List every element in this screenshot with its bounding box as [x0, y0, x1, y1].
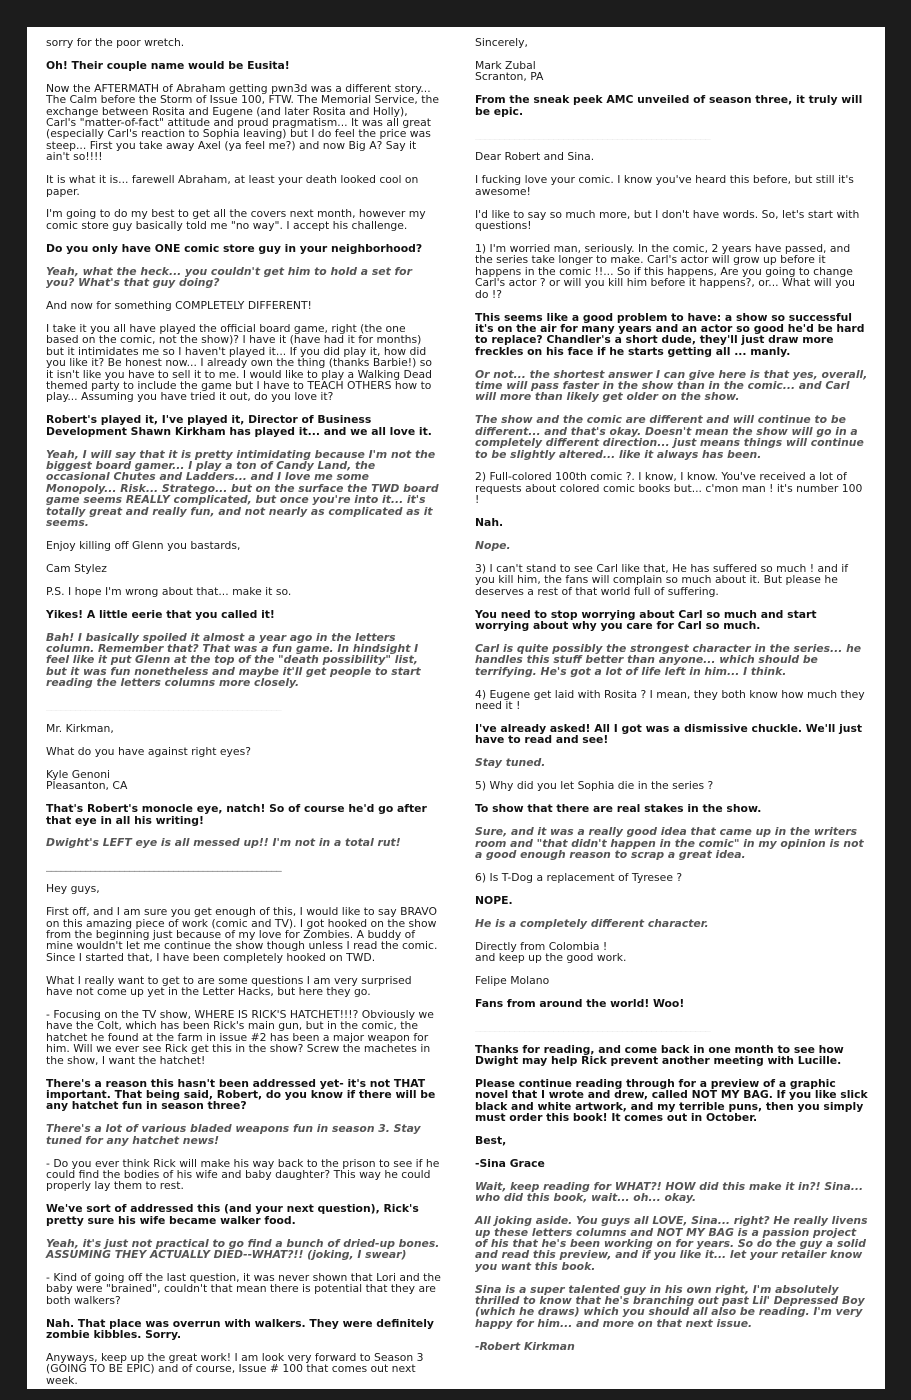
editor-reply-italic: There's a lot of various bladed weapons fun in season 3. Stay tuned for any hatchet news!: [46, 1122, 421, 1147]
letter-paragraph: 3) I can't stand to see Carl like that, He has suffered so much ! and if you kill him, the fans will complain so much about it. But please he deserves a rest of that world full of suffering.: [475, 562, 849, 598]
letter-paragraph: Enjoy killing off Glenn you bastards,: [46, 538, 241, 552]
editor-reply-bold: Yikes! A little eerie that you called it!: [46, 607, 275, 621]
letter-paragraph: Mr. Kirkman,: [46, 721, 114, 735]
section-divider: ________________________________________________: [475, 128, 711, 140]
letter-paragraph: P.S. I hope I'm wrong about that... make it so.: [46, 584, 292, 598]
letter-paragraph: What do you have against right eyes?: [46, 744, 251, 758]
editor-reply-italic: Yeah, what the heck... you couldn't get him to hold a set for you? What's that guy doing?: [46, 264, 412, 290]
letter-paragraph: Anyways, keep up the great work! I am look very forward to Season 3 (GOING TO BE EPIC) and of course, Issue # 100 that comes out next week.: [46, 1350, 424, 1387]
editor-reply-italic: Sina is a super talented guy in his own right, I'm absolutely thrilled to know that he's branching out past Lil' Depressed Boy (which he draws) which you should all also be reading. I'm very happy for him... and more on that next issue.: [475, 1282, 865, 1330]
letter-paragraph: 1) I'm worried man, seriously. In the comic, 2 years have passed, and the series take longer to make. Carl's actor will grow up before it happens in the comic !!... So if this happens, Are you going to change Carl's actor ? or will you kill him before it happens?, or... What will you do !?: [475, 241, 855, 301]
section-divider: ________________________________________________: [46, 700, 282, 712]
editor-reply-bold: Fans from around the world! Woo!: [475, 996, 685, 1010]
editor-reply-bold: -Sina Grace: [475, 1156, 545, 1170]
letter-paragraph: - Do you ever think Rick will make his way back to the prison to see if he could find the bodies of his wife and baby daughter? This way he could properly lay them to rest.: [46, 1156, 440, 1193]
letter-paragraph: Sincerely,: [475, 36, 528, 49]
editor-reply-italic: All joking aside. You guys all LOVE, Sina... right? He really livens up these letters columns and NOT MY BAG is a passion project of his that he's been working on for years. So do the guy a solid and read this preview, and if you like it... let your retailer know you want this book.: [475, 1214, 868, 1273]
left-column: [46, 37, 441, 1389]
letter-paragraph: It is what it is... farewell Abraham, at least your death looked cool on paper.: [46, 173, 419, 198]
letter-paragraph: Kyle Genoni Pleasanton, CA: [46, 767, 128, 793]
letter-paragraph: sorry for the poor wretch.: [46, 36, 185, 49]
editor-reply-bold: Nah. That place was overrun with walkers. They were definitely zombie kibbles. Sorry.: [46, 1316, 434, 1341]
editor-reply-bold: NOPE.: [475, 893, 513, 907]
editor-reply-bold: That's Robert's monocle eye, natch! So of course he'd go after that eye in all his writing!: [46, 802, 427, 827]
editor-reply-bold: This seems like a good problem to have: a show so successful it's on the air for many years and an actor so good he'd be hard to replace? Chandler's a short dude, they'll just draw more freckles on his face if he starts getting all ... manly.: [475, 310, 865, 358]
editor-reply-bold: Please continue reading through for a preview of a graphic novel that I wrote and drew, called NOT MY BAG. If you like slick black and white artwork, and my terrible puns, then you simply must order this book! It comes out in October.: [475, 1076, 868, 1125]
editor-reply-italic: Wait, keep reading for WHAT?! HOW did this make it in?! Sina... who did this book, wait... oh... okay.: [475, 1179, 864, 1205]
editor-reply-italic: Or not... the shortest answer I can give here is that yes, overall, time will pass faster in the show than in the comic... and Carl will more than likely get older on the show.: [475, 367, 868, 404]
letter-paragraph: Mark Zubal Scranton, PA: [475, 58, 544, 84]
letter-paragraph: I'm going to do my best to get all the covers next month, however my comic store guy basically told me "no way". I accept his challenge.: [46, 207, 426, 232]
editor-reply-bold: Do you only have ONE comic store guy in your neighborhood?: [46, 241, 423, 255]
editor-reply-bold: Robert's played it, I've played it, Director of Business Development Shawn Kirkham has played it... and we all love it.: [46, 413, 432, 438]
right-column: [475, 37, 870, 1364]
editor-reply-italic: He is a completely different character.: [475, 916, 709, 930]
editor-reply-bold: Nah.: [475, 516, 504, 530]
editor-reply-italic: Yeah, I will say that it is pretty intimidating because I'm not the biggest board gamer... I play a ton of Candy Land, the occasional Chutes and Ladders... and I love me some Monopoly... Risk... Stratego... but on the surface the TWD board game seems REALLY complicated, but once you're into it... it's totally great and really fun, and not nearly as complicated as it seems.: [46, 447, 439, 529]
letter-paragraph: I fucking love your comic. I know you've heard this before, but still it's awesome!: [475, 173, 854, 198]
section-divider: ________________________________________________: [46, 860, 282, 872]
letter-paragraph: 5) Why did you let Sophia die in the series ?: [475, 779, 714, 793]
letter-paragraph: Directly from Colombia ! and keep up the good work.: [475, 939, 627, 964]
letter-paragraph: Now the AFTERMATH of Abraham getting pwn3d was a different story... The Calm before the Storm of Issue 100, FTW. The Memorial Service, the exchange between Rosita and Eugene (and later Rosita and Holly), Carl's "matter-of-fact" attitude and proud pragmatism... It was all great (especially Carl's reaction to Sophia leaving) but I do feel the price was steep... First you take away Axel (ya feel me?) and now Big A? Say it ain't so!!!!: [46, 81, 439, 164]
letter-paragraph: Felipe Molano: [475, 973, 550, 987]
editor-reply-italic: Nope.: [475, 539, 511, 553]
editor-reply-italic: Carl is quite possibly the strongest character in the series... he handles this stuff better than anyone... which should be terrifying. He's got a lot of life left in him... I think.: [475, 642, 862, 678]
editor-reply-italic: The show and the comic are different and will continue to be different... and that's okay. Doesn't mean the show will go in a completely different direction... just means things will continue to be slightly altered... like it always has been.: [475, 413, 864, 461]
letter-paragraph: First off, and I am sure you get enough of this, I would like to say BRAVO on this amazing piece of work (comic and TV). I got hooked on the show from the beginning just because of my love for Zombies. A buddy of mine wouldn't let me continue the show though unless I read the comic. Since I started that, I have been completely hooked on TWD.: [46, 905, 438, 964]
editor-reply-bold: From the sneak peek AMC unveiled of season three, it truly will be epic.: [475, 93, 863, 118]
letter-paragraph: - Kind of going off the last question, it was never shown that Lori and the baby were "brained", couldn't that mean there is potential that they are both walkers?: [46, 1270, 441, 1307]
letter-paragraph: What I really want to get to are some questions I am very surprised have not come up yet in the Letter Hacks, but here they go.: [46, 973, 412, 999]
editor-reply-bold: I've already asked! All I got was a dismissive chuckle. We'll just have to read and see!: [475, 722, 863, 747]
editor-reply-bold: To show that there are real stakes in the show.: [475, 802, 762, 816]
editor-reply-bold: You need to stop worrying about Carl so much and start worrying about why you care for Carl so much.: [475, 607, 817, 633]
letter-paragraph: I take it you all have played the official board game, right (the one based on the comic, not the show)? I have it (have had it for months) but it intimidates me so I haven't played it... If you did play it, how did you like it? Be honest now... I already own the thing (thanks Barbie!) so it isn't like you have to sell it to me. I would like to play a Walking Dead themed party to include the game but I have to TEACH OTHERS how to play... Assuming you have tried it out, do you love it?: [46, 321, 432, 404]
editor-reply-italic: Dwight's LEFT eye is all messed up!! I'm not in a total rut!: [46, 836, 401, 850]
letter-paragraph: Dear Robert and Sina.: [475, 150, 595, 164]
editor-reply-italic: -Robert Kirkman: [475, 1339, 575, 1353]
letter-paragraph: Cam Stylez: [46, 561, 107, 575]
letter-paragraph: 2) Full-colored 100th comic ?. I know, I know. You've received a lot of requests about colored comic books but... c'mon man ! it's number 100 !: [475, 470, 863, 507]
section-divider: ________________________________________________: [475, 1020, 711, 1033]
editor-reply-bold: Oh! Their couple name would be Eusita!: [46, 58, 290, 72]
editor-reply-bold: Thanks for reading, and come back in one month to see how Dwight may help Rick prevent another meeting with Lucille.: [475, 1042, 844, 1067]
editor-reply-bold: We've sort of addressed this (and your next question), Rick's pretty sure his wife became walker food.: [46, 1202, 419, 1227]
letter-paragraph: Hey guys,: [46, 882, 100, 896]
editor-reply-italic: Sure, and it was a really good idea that came up in the writers room and "that didn't happen in the comic" in my opinion is not a good enough reason to scrap a great idea.: [475, 825, 864, 861]
letters-page: [27, 27, 885, 1389]
editor-reply-bold: There's a reason this hasn't been addressed yet- it's not THAT important. That being said, Robert, do you know if there will be any hatchet fun in season three?: [46, 1076, 436, 1113]
letter-paragraph: I'd like to say so much more, but I don't have words. So, let's start with questions!: [475, 207, 860, 233]
letter-paragraph: - Focusing on the TV show, WHERE IS RICK'S HATCHET!!!? Obviously we have the Colt, which has been Rick's main gun, but in the comic, the hatchet he found at the farm in issue #2 has been a major weapon for him. Will we ever see Rick get this in the show? Screw the machetes in the show, I want the hatchet!: [46, 1007, 434, 1067]
editor-reply-italic: Stay tuned.: [475, 756, 546, 770]
letter-paragraph: 4) Eugene get laid with Rosita ? I mean, they both know how much they need it !: [475, 687, 865, 713]
editor-reply-italic: Bah! I basically spoiled it almost a year ago in the letters column. Remember that? That was a fun game. In hindsight I feel like it put Glenn at the top of the "death possibility" list, but it was fun nonetheless and maybe it'll get people to start reading the letters columns more closely.: [46, 630, 421, 690]
letter-paragraph: And now for something COMPLETELY DIFFERENT!: [46, 299, 312, 312]
letter-paragraph: 6) Is T-Dog a replacement of Tyresee ?: [475, 870, 683, 884]
editor-reply-bold: Best,: [475, 1134, 507, 1147]
editor-reply-italic: Yeah, it's just not practical to go find a bunch of dried-up bones. ASSUMING THEY ACTUALLY DIED--WHAT?!! (joking, I swear): [46, 1236, 440, 1261]
